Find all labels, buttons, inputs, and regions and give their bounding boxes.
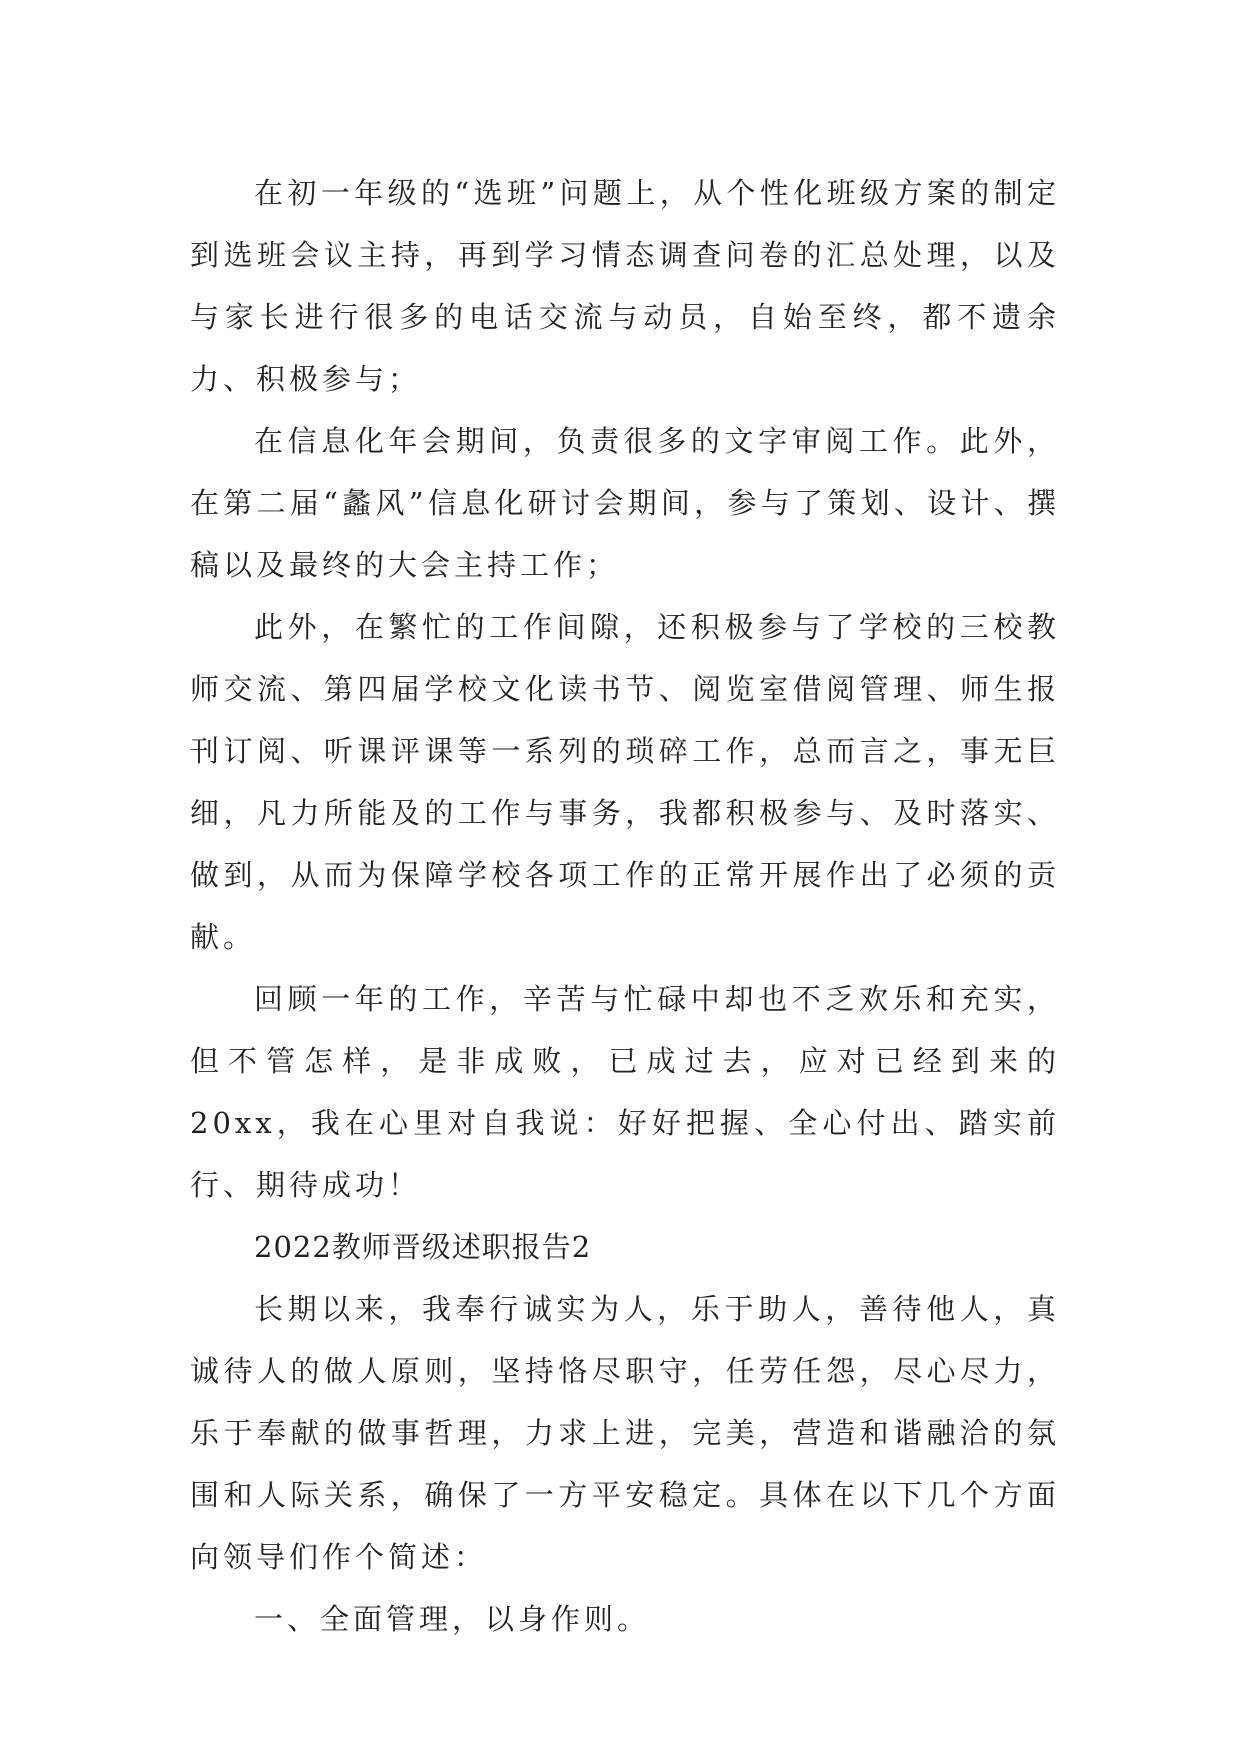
paragraph: 此外，在繁忙的工作间隙，还积极参与了学校的三校教师交流、第四届学校文化读书节、阅览室借阅管理、师生报刊订阅、听课评课等一系列的琐碎工作，总而言之，事无巨细，凡力所能及的工作与事务，我都积极参与、及时落实、做到，从而为保障学校各项工作的正常开展作出了必须的贡献。 [190,610,1060,954]
paragraph: 长期以来，我奉行诚实为人，乐于助人，善待他人，真诚待人的做人原则，坚持恪尽职守，任劳任怨，尽心尽力，乐于奉献的做事哲理，力求上进，完美，营造和谐融洽的氛围和人际关系，确保了一方平安稳定。具体在以下几个方面向领导们作个简述： [190,1292,1060,1574]
paragraph: 在信息化年会期间，负责很多的文字审阅工作。此外，在第二届“蠡风”信息化研讨会期间，参与了策划、设计、撰稿以及最终的大会主持工作； [190,424,1060,582]
paragraph: 回顾一年的工作，辛苦与忙碌中却也不乏欢乐和充实，但不管怎样，是非成败，已成过去，应对已经到来的20xx，我在心里对自我说：好好把握、全心付出、踏实前行、期待成功！ [190,982,1060,1202]
paragraph: 在初一年级的“选班”问题上，从个性化班级方案的制定到选班会议主持，再到学习情态调查问卷的汇总处理，以及与家长进行很多的电话交流与动员，自始至终，都不遗余力、积极参与； [190,176,1060,396]
section-title: 2022教师晋级述职报告2 [254,1230,592,1264]
document-body [190,162,1060,1650]
paragraph: 一、全面管理，以身作则。 [254,1602,651,1636]
